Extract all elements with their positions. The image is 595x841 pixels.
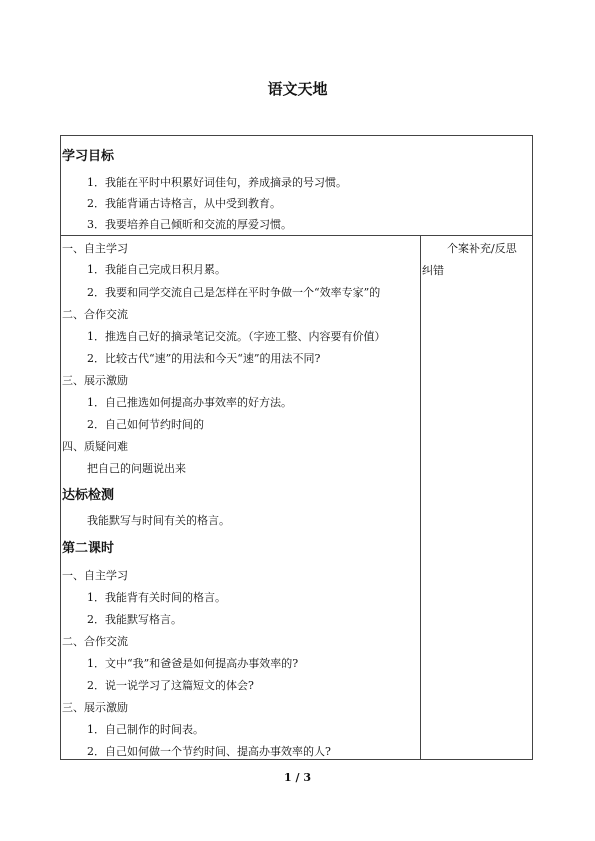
assessment-heading: 达标检测 (62, 488, 115, 503)
side-note-subtitle: 纠错 (422, 264, 444, 277)
section-heading: 一、自主学习 (62, 569, 128, 582)
list-item: 2．自己如何做一个节约时间、提高办事效率的人? (87, 745, 331, 758)
goal-item: 1．我能在平时中积累好词佳句，养成摘录的号习惯。 (87, 176, 347, 189)
list-item: 2．说一说学习了这篇短文的体会? (87, 679, 254, 692)
list-item: 1．我能自己完成日积月累。 (87, 263, 226, 276)
list-item: 1．自己推选如何提高办事效率的好方法。 (87, 396, 292, 409)
list-item: 1．推选自己好的摘录笔记交流。（字迹工整、内容要有价值） (87, 330, 386, 343)
goal-item: 2．我能背诵古诗格言，从中受到教育。 (87, 197, 281, 210)
section-heading: 一、自主学习 (62, 242, 128, 255)
list-item: 1．文中“我”和爸爸是如何提高办事效率的? (87, 657, 299, 670)
list-item: 我能默写与时间有关的格言。 (87, 514, 230, 527)
page-title: 语文天地 (267, 80, 328, 98)
table-divider (60, 235, 533, 236)
side-column-divider (420, 235, 421, 760)
goals-heading: 学习目标 (62, 149, 115, 164)
section-heading: 二、合作交流 (62, 635, 128, 648)
list-item: 1．自己制作的时间表。 (87, 723, 204, 736)
side-note-title: 个案补充/反思 (447, 242, 517, 255)
section-heading: 三、展示激励 (62, 701, 128, 714)
page-number: 1 / 3 (284, 771, 311, 784)
lesson2-heading: 第二课时 (62, 541, 115, 556)
list-item: 2．我能默写格言。 (87, 613, 182, 626)
section-heading: 三、展示激励 (62, 374, 128, 387)
list-item: 2．自己如何节约时间的 (87, 418, 204, 431)
list-item: 把自己的问题说出来 (87, 462, 186, 475)
section-heading: 二、合作交流 (62, 308, 128, 321)
section-heading: 四、质疑问难 (62, 440, 128, 453)
list-item: 2．比较古代“速”的用法和今天“速”的用法不同? (87, 352, 321, 365)
list-item: 1．我能背有关时间的格言。 (87, 591, 226, 604)
list-item: 2．我要和同学交流自己是怎样在平时争做一个“效率专家”的 (87, 286, 381, 299)
goal-item: 3．我要培养自己倾昕和交流的厚爱习惯。 (87, 218, 292, 231)
